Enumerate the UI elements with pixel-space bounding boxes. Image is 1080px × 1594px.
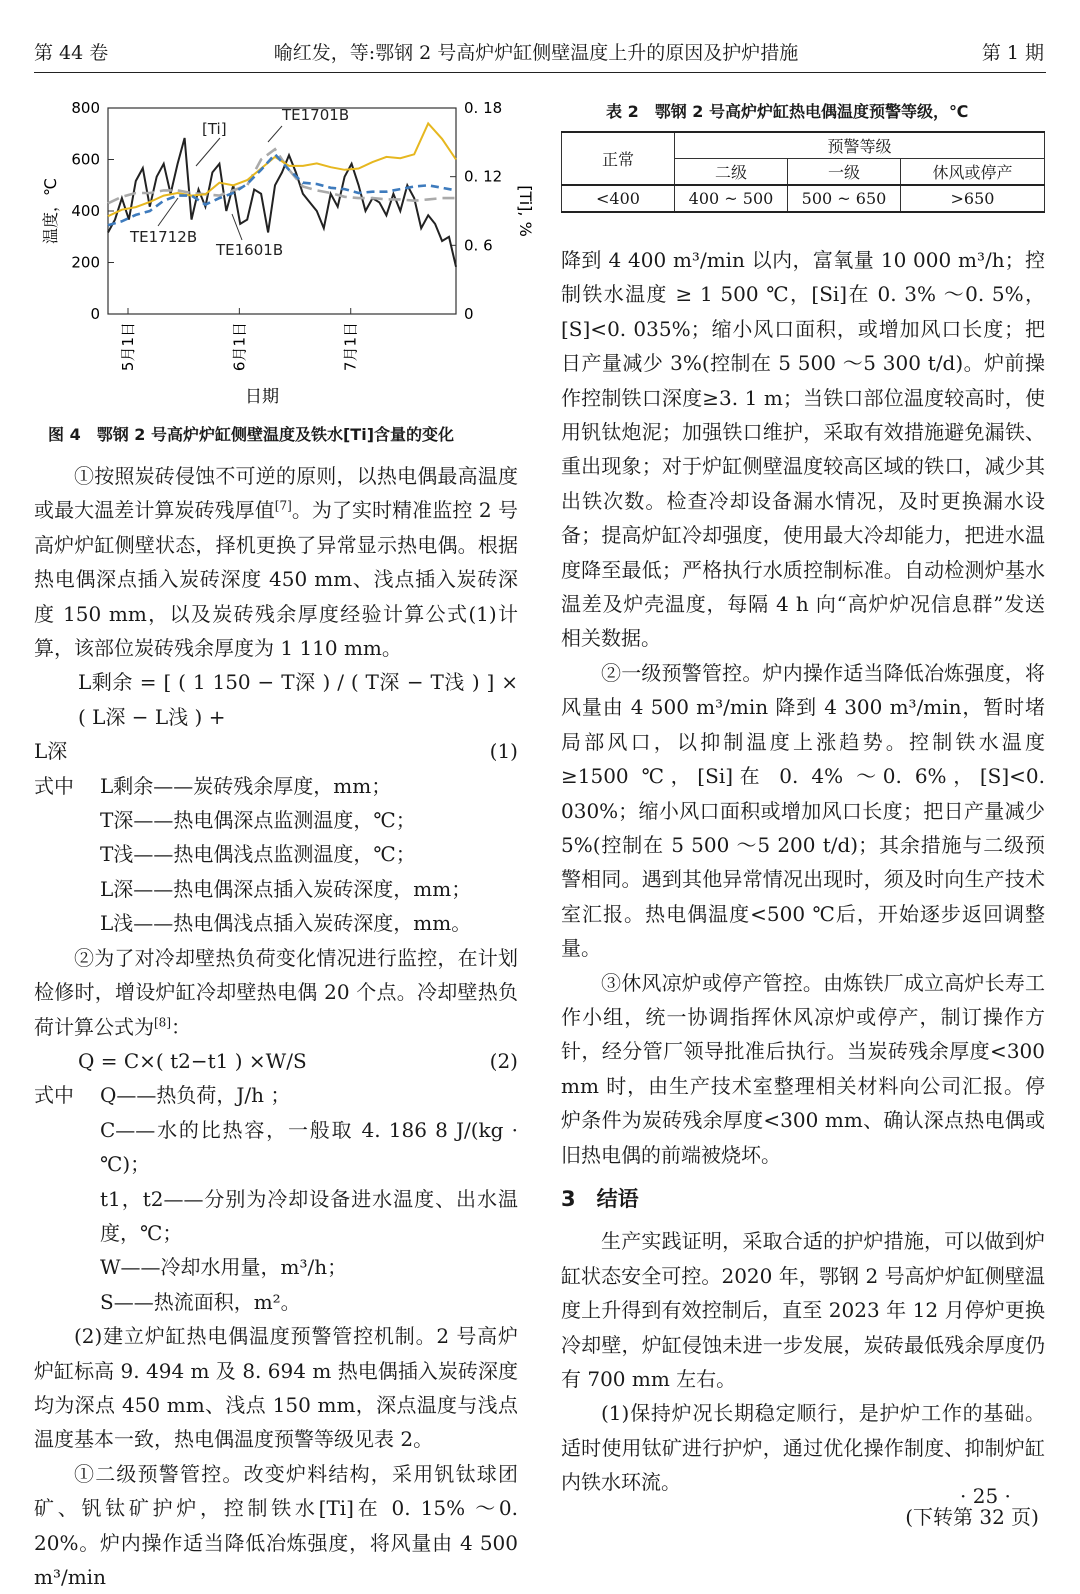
definition: T深——热电偶深点监测温度，℃； (100, 808, 416, 833)
equation-1-cont: L深 (1) (34, 734, 518, 768)
y2-axis-label: [Ti], % (516, 185, 535, 237)
plot-frame (108, 108, 456, 314)
running-title: 喻红发，等:鄂钢 2 号高炉炉缸侧壁温度上升的原因及护炉措施 (273, 42, 799, 64)
table-cell: 500 ~ 650 (788, 185, 901, 212)
volume-label: 第 44 卷 (34, 42, 109, 64)
page-number: · 25 · (960, 1484, 1011, 1508)
th-level2: 二级 (675, 159, 788, 186)
issue-label: 第 1 期 (981, 42, 1044, 64)
equation-number: (1) (489, 739, 518, 764)
citation: [7] (274, 498, 292, 513)
paragraph: ①二级预警管控。改变炉料结构，采用钒钛球团矿、钒钛矿护炉，控制铁水[Ti]在 0. 15% ～0. 20%。炉内操作适当降低冶炼强度，将风量由 4 500 m³/min (34, 1461, 518, 1589)
paragraph: ②一级预警管控。炉内操作适当降低冶炼强度，将风量由 4 500 m³/min 降到 4 300 m³/min，暂时堵局部风口，以抑制温度上涨趋势。控制铁水温度≥1500 ℃，[Si]在 0. 4% ～0. 6%，[S]<0. 030%；缩小风口面积或增加风口长度；把日产量减少 5%(控制在 5 500 ～5 200 t/d)；其余措施与二级预警相同。遇到其他异常情况出现时，须及时向生产技术室汇报。热电偶温度<500 ℃后，开始逐步返回调整量。 (561, 660, 1045, 961)
label-leader (232, 214, 242, 240)
x-axis-label: 日期 (245, 387, 279, 407)
definition: S——热流面积，m²。 (100, 1289, 301, 1314)
table-cell: <400 (562, 185, 675, 212)
header-rule (34, 72, 1046, 73)
series-label: TE1712B (130, 228, 198, 246)
series-label: [Ti] (202, 120, 227, 138)
y2-tick-label: 0. 6 (464, 236, 493, 255)
paragraph: ①按照炭砖侵蚀不可逆的原则，以热电偶最高温度或最大温差计算炭砖残厚值[7]。为了实时精准监控 2 号高炉炉缸侧壁状态，择机更换了异常显示热电偶。根据热电偶深点插入炭砖深度 450 mm、浅点插入炭砖深度 150 mm，以及炭砖残余厚度经验计算公式(1)计算，该部位炭砖残余厚度为 1 110 mm。 (34, 464, 518, 661)
th-warning: 预警等级 (675, 132, 1045, 159)
x-tick-label: 6月1日 (230, 322, 249, 372)
figure-caption: 图 4 鄂钢 2 号高炉炉缸侧壁温度及铁水[Ti]含量的变化 (48, 425, 455, 444)
equation-2: Q = C×( t2−t1 ) ×W/S (2) (34, 1044, 518, 1078)
y-tick-label: 200 (71, 253, 100, 272)
definition: t1，t2——分别为冷却设备进水温度、出水温度，℃； (100, 1186, 518, 1245)
definition: C——水的比热容，一般取 4. 186 8 J/(kg · ℃)； (100, 1117, 518, 1177)
y2-tick-label: 0. 18 (464, 99, 503, 117)
series-label: TE1601B (216, 241, 284, 259)
y-tick-label: 0 (90, 305, 100, 323)
paragraph: 降到 4 400 m³/min 以内，富氧量 10 000 m³/h；控制铁水温度 ≥ 1 500 ℃，[Si]在 0. 3% ～0. 5%，[S]<0. 035%；缩小风口面积，或增加风口长度；把日产量减少 3%(控制在 5 500 ～5 300 t/d)。炉前操作控制铁口深度≥3. 1 m；当铁口部位温度较高时，使用钒钛炮泥；加强铁口维护，采取有效措施避免漏铁、重出现象；对于炉缸侧壁温度较高区域的铁口，减少其出铁次数。检查冷却设备漏水情况，及时更换漏水设备；提高炉缸冷却强度，使用最大冷却能力，把进水温度降至最低；严格执行水质控制标准。自动检测炉基水温差及炉壳温度，每隔 4 h 向“高炉炉况信息群”发送相关数据。 (561, 248, 1045, 651)
continued-note: (下转第 32 页) (905, 1504, 1039, 1529)
table-cell: >650 (901, 185, 1045, 212)
x-tick-label: 7月1日 (341, 322, 360, 372)
equation-number: (2) (489, 1048, 518, 1073)
section-heading: 3 结语 (561, 1186, 639, 1211)
x-tick-label: 5月1日 (119, 322, 137, 372)
paragraph: ③休风凉炉或停产管控。由炼铁厂成立高炉长寿工作小组，统一协调指挥休风凉炉或停产，制订操作方针，经分管厂领导批准后执行。当炭砖残余厚度<300 mm 时，由生产技术室整理相关材料向公司汇报。停炉条件为炭砖残余厚度<300 mm、确认深点热电偶或旧热电偶的前端被烧坏。 (561, 970, 1045, 1167)
definition: W——冷却水用量，m³/h； (100, 1255, 348, 1280)
definition: L浅——热电偶浅点插入炭砖深度，mm。 (100, 911, 472, 936)
label-leader (196, 138, 220, 166)
citation: [8] (154, 1014, 171, 1029)
definition: L深——热电偶深点插入炭砖深度，mm； (100, 876, 472, 901)
left-column (34, 459, 518, 1594)
th-stop: 休风或停产 (901, 159, 1045, 186)
table-cell: 400 ~ 500 (675, 185, 788, 212)
paragraph: 生产实践证明，采取合适的护炉措施，可以做到炉缸状态安全可控。2020 年，鄂钢 2 号高炉炉缸侧壁温度上升得到有效控制后，直至 2023 年 12 月停炉更换冷却壁，炉缸侵蚀未进一步发展，炭砖最低残余厚度仍有 700 mm 左右。 (561, 1229, 1045, 1391)
label-leader (268, 126, 282, 142)
th-level1: 一级 (788, 159, 901, 186)
paragraph: ②为了对冷却壁热负荷变化情况进行监控，在计划检修时，增设炉缸冷却壁热电偶 20 个点。冷却壁热负荷计算公式为[8]： (34, 945, 518, 1039)
y-tick-label: 800 (71, 99, 100, 117)
y-axis-label: 温度，℃ (41, 178, 60, 244)
series-label: TE1701B (282, 106, 350, 124)
definition: T浅——热电偶浅点监测温度，℃； (100, 842, 416, 867)
paragraph: (1)保持炉况长期稳定顺行，是护炉工作的基础。适时使用钛矿进行护炉，通过优化操作制度、抑制炉缸内铁水环流。 (561, 1401, 1045, 1495)
equation-1: L剩余 = [ ( 1 150 − T深 ) / ( T深 − T浅 ) ] × ( L深 − L浅 ) + (78, 670, 518, 729)
y2-tick-label: 0 (464, 305, 474, 323)
paragraph: (2)建立炉缸热电偶温度预警管控机制。2 号高炉炉缸标高 9. 494 m 及 8. 694 m 热电偶插入炭砖深度均为深点 450 mm、浅点 150 mm，深点温度与浅点温度基本一致，热电偶温度预警等级见表 2。 (34, 1324, 518, 1452)
definitions: 式中 Q——热负荷，J/h ； (34, 1083, 291, 1108)
definitions: 式中 L剩余——炭砖残余厚度，mm； (34, 773, 392, 798)
th-normal: 正常 (562, 132, 675, 185)
y-tick-label: 400 (71, 202, 100, 220)
right-column (561, 243, 1045, 1534)
y2-tick-label: 0. 12 (464, 167, 503, 186)
table-caption: 表 2 鄂钢 2 号高炉炉缸热电偶温度预警等级，℃ (606, 102, 969, 121)
warning-level-table (561, 131, 1045, 213)
y-tick-label: 600 (71, 150, 100, 169)
figure-4-chart (20, 90, 540, 420)
